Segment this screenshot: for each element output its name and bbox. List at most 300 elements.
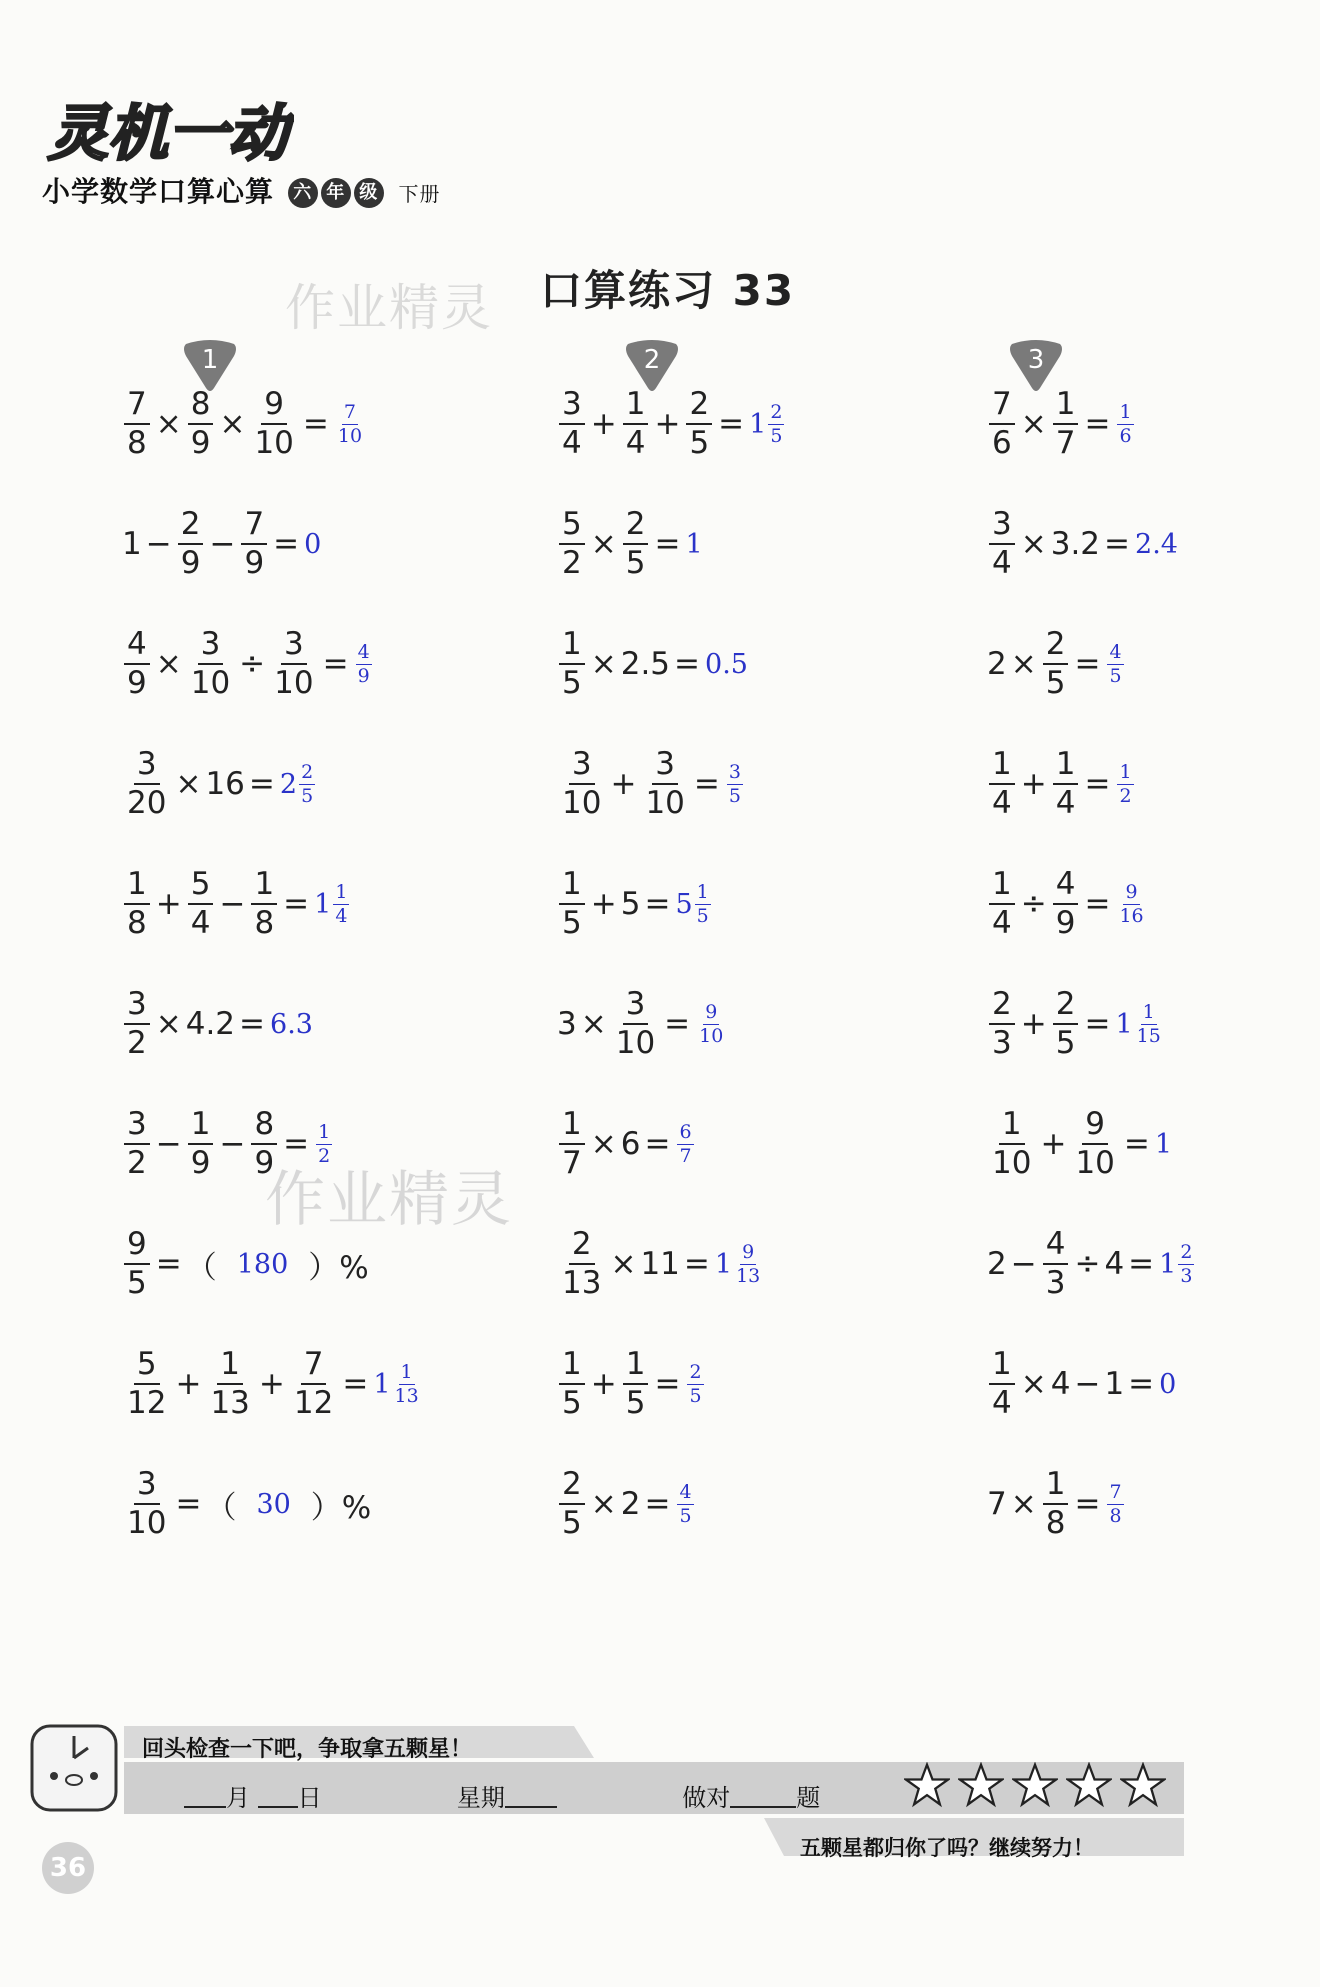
number: 2 [987, 1246, 1007, 1282]
correct-count-blank[interactable] [730, 1786, 796, 1808]
operator: + [258, 1366, 285, 1402]
fraction [559, 1346, 585, 1421]
numerator: 1 [559, 629, 585, 665]
answer-denominator: 10 [337, 424, 363, 447]
answer-numerator: 2 [301, 760, 314, 783]
handwritten-answer [675, 1480, 693, 1527]
grade-badge-1: 六 [288, 178, 318, 208]
star-icon[interactable] [1120, 1762, 1166, 1808]
numerator: 2 [1043, 629, 1069, 665]
answer-whole: 2 [279, 768, 298, 800]
operator: = [1084, 886, 1111, 922]
denominator: 4 [625, 425, 646, 461]
numerator: 1 [989, 1349, 1015, 1385]
fraction [1053, 386, 1079, 461]
handwritten-answer [237, 1249, 289, 1280]
star-icon[interactable] [904, 1762, 950, 1808]
operator: × [590, 1486, 617, 1522]
problem-1-3 [120, 621, 372, 707]
correct-label: 做对 [682, 1784, 731, 1812]
encourage-text: 五颗星都归你了吗？继续努力！ [800, 1836, 1094, 1860]
operator: + [590, 886, 617, 922]
numerator: 5 [134, 1349, 160, 1385]
numerator: 1 [251, 869, 277, 905]
logo-lingjiyidong [44, 92, 294, 170]
numerator: 3 [124, 989, 150, 1025]
answer-fraction [1178, 1240, 1194, 1287]
answer-denominator: 13 [394, 1384, 419, 1407]
answer-denominator: 2 [318, 1144, 331, 1167]
denominator: 5 [625, 545, 646, 581]
answer-numerator: 7 [343, 400, 357, 423]
fraction [623, 506, 649, 581]
handwritten-answer [1115, 760, 1133, 807]
operator: = [654, 526, 681, 562]
denominator: 3 [1045, 1265, 1066, 1301]
denominator: 8 [127, 425, 147, 461]
volume-label: 下册 [398, 182, 441, 206]
svg-text:灵机一动: 灵机一动 [48, 99, 288, 169]
number: 3 [557, 1006, 577, 1042]
number: 3.2 [1050, 526, 1101, 562]
answer-numerator: 2 [1180, 1240, 1193, 1263]
problem-2-3 [555, 621, 748, 707]
answer-numerator: 1 [335, 880, 348, 903]
operator: = [718, 406, 745, 442]
operator: = [1084, 766, 1111, 802]
fraction [124, 1226, 150, 1301]
problem-3-2 [985, 501, 1178, 587]
operator: × [590, 1126, 617, 1162]
answer-fraction [1117, 400, 1133, 447]
numerator: 9 [124, 1229, 150, 1265]
answer-denominator: 5 [301, 784, 314, 807]
problem-2-4 [555, 741, 743, 827]
operator: = [644, 1126, 671, 1162]
answer-denominator: 8 [1109, 1504, 1122, 1527]
denominator: 10 [254, 425, 294, 461]
answer-whole: 5 [675, 888, 693, 920]
operator: = [322, 646, 349, 682]
answer-fraction [697, 1000, 725, 1047]
operator: = [644, 886, 671, 922]
numerator: 7 [124, 389, 150, 425]
number: （ [205, 1489, 237, 1526]
answer-fraction [687, 1360, 703, 1407]
denominator: 5 [625, 1385, 646, 1421]
numerator: 3 [652, 749, 678, 785]
denominator: 2 [127, 1145, 147, 1181]
answer-numerator: 1 [696, 880, 709, 903]
handwritten-answer [1115, 1000, 1162, 1047]
fraction [251, 866, 277, 941]
operator: × [1010, 646, 1037, 682]
fraction [124, 386, 150, 461]
answer-whole: 0 [1159, 1368, 1177, 1400]
star-rating [904, 1762, 1166, 1808]
problem-1-10 [120, 1461, 373, 1547]
numerator: 3 [989, 509, 1015, 545]
handwritten-answer [1105, 640, 1123, 687]
operator: × [1010, 1486, 1037, 1522]
star-icon[interactable] [1066, 1762, 1112, 1808]
operator: + [590, 406, 617, 442]
svg-text:3: 3 [1027, 345, 1045, 375]
operator: × [580, 1006, 607, 1042]
answer-denominator: 5 [1109, 664, 1122, 687]
footer-checkbar [24, 1718, 1184, 1858]
fraction [989, 506, 1015, 581]
svg-text:2: 2 [643, 345, 661, 375]
operator: = [654, 1366, 681, 1402]
operator: = [1123, 1126, 1150, 1162]
operator: = [239, 1006, 266, 1042]
numerator: 3 [623, 989, 649, 1025]
number: 2 [620, 1486, 641, 1522]
fraction [559, 386, 585, 461]
denominator: 10 [127, 1505, 167, 1541]
fraction [207, 1346, 252, 1421]
numerator: 5 [559, 509, 585, 545]
fraction [642, 746, 687, 821]
fraction [188, 1106, 214, 1181]
handwritten-answer [695, 1000, 725, 1047]
answer-whole: 1 [749, 408, 767, 440]
denominator: 10 [1075, 1145, 1115, 1181]
answer-denominator: 5 [679, 1504, 692, 1527]
answer-numerator: 2 [770, 400, 783, 423]
numerator: 3 [281, 629, 307, 665]
answer-fraction [1107, 640, 1123, 687]
handwritten-answer [304, 529, 321, 560]
handwritten-answer [675, 1120, 693, 1167]
fraction [559, 506, 585, 581]
operator: = [1128, 1366, 1155, 1402]
answer-fraction [393, 1360, 421, 1407]
numerator: 2 [686, 389, 712, 425]
operator: = [175, 1486, 202, 1522]
numerator: 2 [1053, 989, 1079, 1025]
problem-2-7 [555, 1101, 694, 1187]
fraction [686, 386, 712, 461]
page-title: 口算练习 33 [540, 266, 796, 315]
operator: = [302, 406, 329, 442]
month-blank[interactable] [184, 1786, 226, 1808]
operator: = [693, 766, 720, 802]
denominator: 10 [562, 785, 602, 821]
answer-whole: 0 [304, 528, 322, 560]
fraction [188, 626, 233, 701]
answer-numerator: 9 [742, 1240, 755, 1263]
number: 16 [205, 766, 245, 802]
denominator: 2 [562, 545, 582, 581]
check-reminder: 回头检查一下吧，争取拿五颗星！ [142, 1737, 473, 1762]
operator: − [219, 1126, 246, 1162]
answer-fraction [695, 880, 711, 927]
svg-text:1: 1 [201, 345, 219, 375]
numerator: 1 [1043, 1469, 1069, 1505]
problem-3-5 [985, 861, 1146, 947]
problem-2-9 [555, 1341, 704, 1427]
answer-whole: 30 [256, 1488, 291, 1520]
handwritten-answer [1115, 880, 1145, 927]
operator: = [342, 1366, 369, 1402]
number: 2.5 [620, 646, 671, 682]
fraction [124, 1346, 169, 1421]
weekday-label: 星期 [456, 1784, 505, 1812]
denominator: 4 [992, 545, 1012, 581]
denominator: 8 [1045, 1505, 1066, 1541]
fraction [559, 1226, 604, 1301]
number: 11 [640, 1246, 680, 1282]
denominator: 10 [645, 785, 685, 821]
operator: + [155, 886, 182, 922]
numerator: 1 [623, 1349, 649, 1385]
fraction [559, 866, 585, 941]
handwritten-answer [1159, 1369, 1176, 1400]
number: 4.2 [185, 1006, 236, 1042]
answer-whole: 1 [314, 888, 332, 920]
problem-1-5 [120, 861, 349, 947]
numerator: 1 [1053, 749, 1079, 785]
answer-whole: 1 [1154, 1128, 1173, 1160]
fraction [559, 1106, 585, 1181]
problem-2-8 [555, 1221, 762, 1307]
number: （ [185, 1249, 217, 1286]
answer-fraction [677, 1120, 693, 1167]
number: 6 [620, 1126, 641, 1162]
operator: + [1020, 1006, 1047, 1042]
denominator: 12 [127, 1385, 167, 1421]
answer-numerator: 7 [1109, 1480, 1122, 1503]
answer-whole: 6.3 [270, 1008, 313, 1040]
answer-numerator: 1 [1142, 1000, 1155, 1023]
denominator: 5 [1045, 665, 1066, 701]
denominator: 9 [254, 1145, 275, 1181]
denominator: 10 [190, 665, 231, 701]
answer-denominator: 9 [357, 664, 370, 687]
numerator: 8 [251, 1109, 277, 1145]
denominator: 20 [127, 785, 167, 821]
denominator: 8 [127, 905, 147, 941]
denominator: 10 [274, 665, 314, 701]
numerator: 3 [124, 1109, 150, 1145]
number: 5 [620, 886, 641, 922]
answer-denominator: 5 [770, 424, 783, 447]
grade-badge-2: 年 [321, 178, 351, 208]
operator: − [155, 1126, 182, 1162]
handwritten-answer [675, 880, 710, 927]
numerator: 5 [188, 869, 214, 905]
weekday-blank[interactable] [505, 1786, 557, 1808]
denominator: 9 [180, 545, 201, 581]
problem-2-2 [555, 501, 703, 587]
answer-whole: 180 [236, 1248, 289, 1280]
fraction [559, 626, 585, 701]
answer-numerator: 6 [679, 1120, 692, 1143]
denominator: 4 [992, 1385, 1012, 1421]
denominator: 5 [127, 1265, 147, 1301]
operator: − [1010, 1246, 1037, 1282]
fraction [989, 986, 1015, 1061]
day-blank[interactable] [258, 1786, 298, 1808]
answer-denominator: 5 [728, 784, 741, 807]
operator: = [1074, 646, 1101, 682]
denominator: 6 [992, 425, 1012, 461]
fraction [188, 866, 214, 941]
numerator: 3 [198, 629, 224, 665]
operator: × [155, 406, 182, 442]
numerator: 3 [134, 1469, 160, 1505]
operator: = [1084, 1006, 1111, 1042]
star-icon[interactable] [958, 1762, 1004, 1808]
denominator: 7 [562, 1145, 582, 1181]
handwritten-answer [725, 760, 743, 807]
operator: = [248, 766, 275, 802]
handwritten-answer [256, 1489, 290, 1520]
operator: = [1074, 1486, 1101, 1522]
fraction [989, 386, 1015, 461]
answer-fraction [727, 760, 743, 807]
numerator: 1 [989, 869, 1015, 905]
denominator: 13 [210, 1385, 250, 1421]
answer-numerator: 9 [1125, 880, 1138, 903]
numerator: 4 [124, 629, 150, 665]
answer-denominator: 15 [1136, 1024, 1161, 1047]
operator: × [155, 646, 182, 682]
problem-2-5 [555, 861, 711, 947]
answer-fraction [1117, 880, 1145, 927]
number: 1 [122, 526, 142, 562]
fraction [271, 626, 316, 701]
answer-numerator: 3 [728, 760, 741, 783]
questions-label: 题 [796, 1784, 821, 1812]
handwritten-answer [705, 649, 748, 680]
answer-numerator: 1 [1119, 400, 1132, 423]
fraction [1053, 746, 1079, 821]
problem-3-9 [985, 1341, 1176, 1427]
numerator: 4 [1043, 1229, 1069, 1265]
fraction [241, 506, 267, 581]
operator: + [175, 1366, 202, 1402]
answer-denominator: 10 [699, 1024, 724, 1047]
operator: = [283, 886, 310, 922]
handwritten-answer [1155, 1129, 1172, 1160]
handwritten-answer [1135, 529, 1178, 560]
answer-whole: 2.4 [1135, 528, 1178, 560]
problem-2-10 [555, 1461, 694, 1547]
denominator: 5 [562, 905, 582, 941]
answer-denominator: 7 [679, 1144, 692, 1167]
answer-numerator: 4 [679, 1480, 692, 1503]
page-number: 36 [42, 1842, 94, 1894]
numerator: 9 [1082, 1109, 1108, 1145]
denominator: 4 [1055, 785, 1076, 821]
problem-2-1 [555, 381, 784, 467]
answer-denominator: 6 [1119, 424, 1132, 447]
fraction [178, 506, 204, 581]
month-label: 月 [226, 1784, 250, 1812]
denominator: 12 [293, 1385, 334, 1421]
book-header [34, 92, 534, 212]
answer-whole: 0.5 [705, 648, 748, 680]
numerator: 1 [999, 1109, 1025, 1145]
problem-3-6 [985, 981, 1163, 1067]
number: 1 [1104, 1366, 1125, 1402]
problem-2-6 [555, 981, 725, 1067]
answer-numerator: 2 [689, 1360, 702, 1383]
answer-numerator: 4 [357, 640, 370, 663]
denominator: 5 [562, 665, 582, 701]
series-title [42, 170, 441, 210]
fraction [989, 1106, 1034, 1181]
denominator: 4 [992, 905, 1012, 941]
denominator: 5 [562, 1505, 582, 1541]
star-icon[interactable] [1012, 1762, 1058, 1808]
answer-numerator: 4 [1109, 640, 1122, 663]
handwritten-answer [749, 400, 784, 447]
problem-1-1 [120, 381, 364, 467]
fraction [623, 386, 649, 461]
denominator: 9 [1055, 905, 1076, 941]
handwritten-answer [279, 760, 315, 807]
handwritten-answer [685, 1360, 703, 1407]
denominator: 9 [244, 545, 265, 581]
answer-whole: 1 [1159, 1248, 1177, 1280]
operator: − [219, 886, 246, 922]
denominator: 13 [562, 1265, 602, 1301]
operator: = [664, 1006, 691, 1042]
handwritten-answer [373, 1360, 420, 1407]
day-label: 日 [297, 1784, 322, 1812]
footer-fields [184, 1778, 820, 1813]
problem-1-2 [120, 501, 321, 587]
fraction [124, 746, 169, 821]
numerator: 2 [989, 989, 1015, 1025]
operator: × [1020, 406, 1047, 442]
denominator: 9 [190, 425, 211, 461]
answer-fraction [356, 640, 372, 687]
handwritten-answer [314, 880, 349, 927]
fraction [291, 1346, 336, 1421]
numerator: 2 [178, 509, 204, 545]
watermark: 作业精灵 [265, 1165, 513, 1235]
answer-denominator: 13 [736, 1264, 761, 1287]
denominator: 4 [190, 905, 211, 941]
operator: = [1084, 406, 1111, 442]
denominator: 3 [992, 1025, 1012, 1061]
series-title-text: 小学数学口算心算 [42, 175, 275, 208]
operator: = [283, 1126, 310, 1162]
answer-numerator: 1 [400, 1360, 413, 1383]
fraction [1043, 1226, 1069, 1301]
fraction [124, 1466, 169, 1541]
operator: − [145, 526, 172, 562]
numerator: 3 [134, 749, 160, 785]
numerator: 7 [241, 509, 267, 545]
operator: = [1128, 1246, 1155, 1282]
answer-numerator: 9 [705, 1000, 718, 1023]
answer-fraction [734, 1240, 762, 1287]
answer-numerator: 1 [1119, 760, 1132, 783]
percent-suffix: ）% [310, 1489, 372, 1526]
operator: ÷ [239, 646, 266, 682]
fraction [613, 986, 658, 1061]
handwritten-answer [1159, 1240, 1194, 1287]
numerator: 7 [301, 1349, 327, 1385]
fraction [623, 1346, 649, 1421]
problem-3-8 [985, 1221, 1194, 1307]
